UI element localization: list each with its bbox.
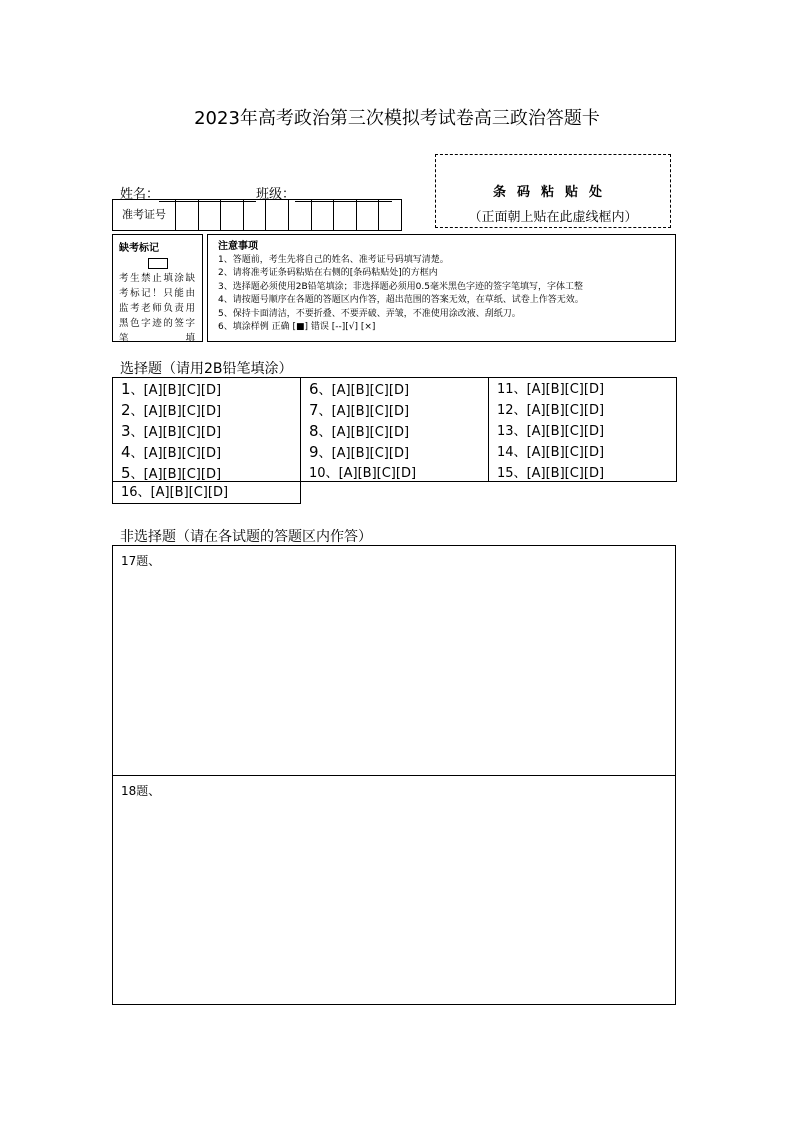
barcode-title: 条码粘贴处: [492, 185, 613, 200]
mc-question[interactable]: 15、[A][B][C][D]: [497, 466, 605, 481]
question-17-label: 17题、: [121, 554, 161, 568]
notes-item: 5、保持卡面清洁，不要折叠、不要弄破、弄皱，不准使用涂改液、刮纸刀。: [218, 308, 521, 319]
mc-question-16[interactable]: 16、[A][B][C][D]: [112, 482, 301, 504]
absent-mark-box: [112, 234, 203, 342]
exam-number-grid: [112, 199, 402, 231]
mc-question[interactable]: 10、[A][B][C][D]: [309, 466, 417, 481]
exam-number-label: 准考证号: [113, 200, 176, 230]
mc-question[interactable]: 4、[A][B][C][D]: [121, 443, 222, 461]
mc-question[interactable]: 5、[A][B][C][D]: [121, 464, 222, 482]
mc-question[interactable]: 11、[A][B][C][D]: [497, 382, 605, 397]
mc-question[interactable]: 1、[A][B][C][D]: [121, 380, 222, 398]
notes-item: 1、答题前，考生先将自己的姓名、准考证号码填写清楚。: [218, 254, 449, 265]
exam-number-cell[interactable]: [199, 200, 222, 230]
mc-column: [489, 378, 676, 481]
mc-section-heading: 选择题（请用2B铅笔填涂）: [120, 361, 293, 377]
mc-question[interactable]: 12、[A][B][C][D]: [497, 403, 605, 418]
exam-number-cell[interactable]: [334, 200, 357, 230]
mc-question[interactable]: 9、[A][B][C][D]: [309, 443, 410, 461]
name-label: 姓名：: [120, 187, 160, 202]
mc-column: [113, 378, 301, 481]
mc-question[interactable]: 3、[A][B][C][D]: [121, 422, 222, 440]
notes-item: 4、请按题号顺序在各题的答题区内作答，超出范围的答案无效，在草纸、试卷上作答无效。: [218, 295, 584, 305]
exam-number-cell[interactable]: [221, 200, 244, 230]
mc-question[interactable]: 6、[A][B][C][D]: [309, 380, 410, 398]
exam-number-cell[interactable]: [244, 200, 267, 230]
answer-area-17[interactable]: [112, 545, 676, 776]
notes-item: 3、选择题必须使用2B铅笔填涂；非选择题必须用0.5毫米黑色字迹的签字笔填写，字体工整: [218, 281, 583, 292]
exam-number-cell[interactable]: [176, 200, 199, 230]
absent-heading: 缺考标记: [119, 243, 159, 254]
multiple-choice-grid: [112, 377, 677, 482]
mc-question[interactable]: 7、[A][B][C][D]: [309, 401, 410, 419]
mc-column: [301, 378, 489, 481]
barcode-hint: （正面朝上贴在此虚线框内）: [468, 210, 638, 225]
barcode-area: [435, 154, 671, 228]
absent-checkbox[interactable]: [148, 258, 168, 269]
page-title: 2023年高考政治第三次模拟考试卷高三政治答题卡: [194, 108, 600, 129]
answer-area-18[interactable]: [112, 775, 676, 1005]
non-mc-section-heading: 非选择题（请在各试题的答题区内作答）: [120, 529, 372, 545]
exam-number-cell[interactable]: [266, 200, 289, 230]
mc-question[interactable]: 8、[A][B][C][D]: [309, 422, 410, 440]
exam-number-cell[interactable]: [379, 200, 401, 230]
absent-instructions: 考生禁止填涂缺考标记！只能由监考老师负责用黑色字迹的签字笔填: [119, 273, 196, 344]
class-label: 班级：: [256, 187, 296, 202]
notes-item: 2、请将准考证条码粘贴在右侧的[条码粘贴处]的方框内: [218, 268, 438, 278]
exam-number-cell[interactable]: [312, 200, 335, 230]
notes-heading: 注意事项: [218, 241, 258, 252]
mc-question[interactable]: 2、[A][B][C][D]: [121, 401, 222, 419]
exam-number-cell[interactable]: [289, 200, 312, 230]
mc-question[interactable]: 13、[A][B][C][D]: [497, 424, 605, 439]
notes-box: [207, 234, 676, 342]
mc-question[interactable]: 14、[A][B][C][D]: [497, 445, 605, 460]
exam-number-cell[interactable]: [357, 200, 380, 230]
notes-item: 6、填涂样例 正确 [■] 错误 [--][√] [×]: [218, 322, 376, 332]
question-18-label: 18题、: [121, 784, 161, 798]
